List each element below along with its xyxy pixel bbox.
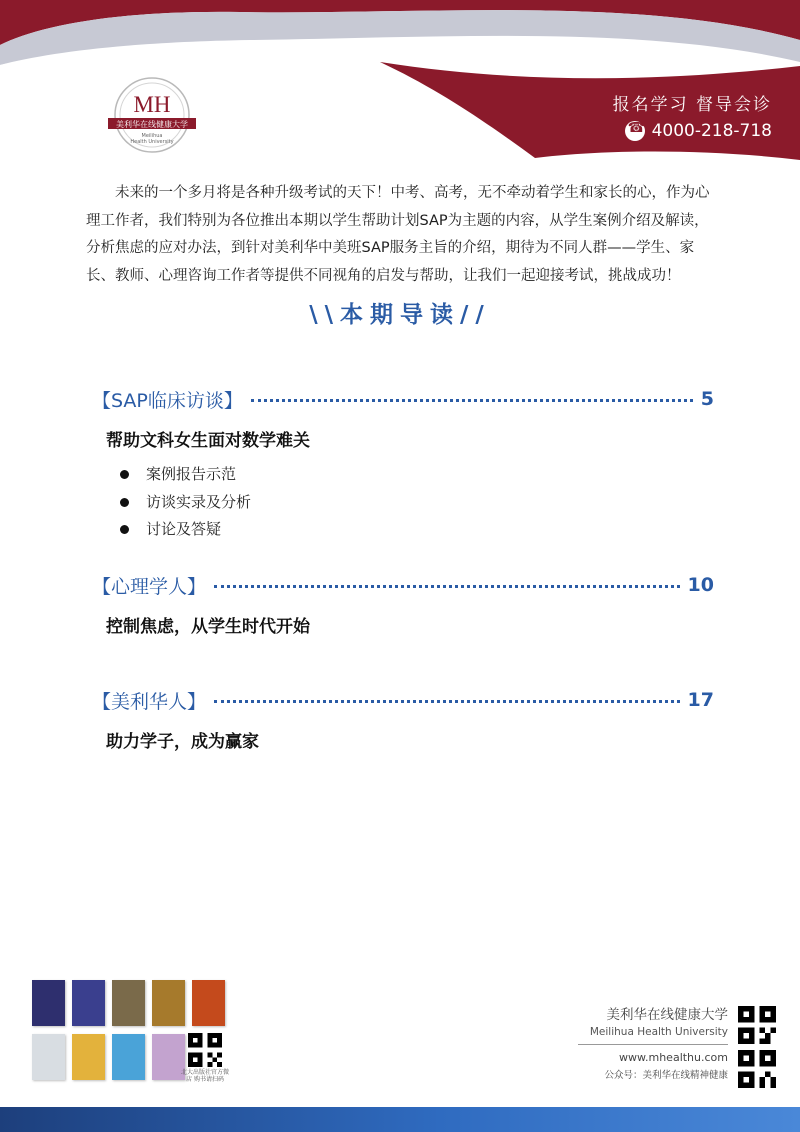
list-item: 讨论及答疑 [116,516,714,544]
wechat-account: 公众号：美利华在线精神健康 [604,1070,728,1081]
logo-en-2: Health University [130,139,174,145]
footer-brand [578,1003,728,1081]
toc-page-number: 10 [687,574,714,596]
logo-en-1: Meilihua [141,133,163,139]
header-slogan: 报名学习 督导会诊 [612,95,772,115]
toc-bullet-list [116,461,714,544]
book-cover[interactable] [72,1034,105,1080]
toc-entry[interactable] [92,570,714,637]
header-contact [613,90,772,141]
logo-cn: 美利华在线健康大学 [116,120,188,129]
book-cover[interactable] [112,980,145,1026]
toc-subtitle: 控制焦虑，从学生时代开始 [106,617,310,637]
book-cover[interactable] [152,980,185,1026]
toc-page-number: 17 [687,689,714,711]
university-logo [106,76,198,154]
qr-code-icon[interactable] [738,1006,776,1044]
toc-label: 【心理学人】 [92,575,207,598]
brand-name-en: Meilihua Health University [589,1026,728,1038]
phone-icon [625,121,645,141]
book-cover[interactable] [32,1034,65,1080]
brand-name-cn: 美利华在线健康大学 [606,1007,728,1023]
footer-bar [0,1107,800,1132]
list-item: 访谈实录及分析 [116,489,714,517]
list-item: 案例报告示范 [116,461,714,489]
book-cover[interactable] [72,980,105,1026]
book-cover[interactable] [192,980,225,1026]
toc-page-number: 5 [700,388,714,410]
toc-label: 【SAP临床访谈】 [92,389,243,412]
website-link[interactable]: www.mhealthu.com [619,1051,728,1064]
qr-code-icon[interactable] [188,1033,222,1067]
qr-code-icon[interactable] [738,1050,776,1088]
toc-subtitle: 助力学子，成为赢家 [106,732,259,752]
toc-leader-dots [251,399,693,402]
phone-number[interactable]: 4000-218-718 [651,121,772,141]
toc-entry[interactable] [92,685,714,752]
section-title: \\本期导读// [309,302,491,328]
brand-divider [578,1044,728,1045]
book-cover[interactable] [32,980,65,1026]
logo-letters: MH [133,92,171,117]
phone-row [613,121,772,141]
toc-leader-dots [214,585,680,588]
toc-entry[interactable] [92,384,714,544]
toc-subtitle: 帮助文科女生面对数学难关 [106,431,310,451]
qr-caption: 北大出版社官方微店 购书请扫码 [180,1069,229,1083]
toc-leader-dots [214,700,680,703]
intro-paragraph: 未来的一个多月将是各种升级考试的天下！中考、高考，无不牵动着学生和家长的心，作为心理工作者，我们特别为各位推出本期以学生帮助计划SAP为主题的内容，从学生案例介绍及解读，分析焦虑的应对办法，到针对美利华中美班SAP服务主旨的介绍，期待为不同人群——学生、家长、教师、心理咨询工作者等提供不同视角的启发与帮助，让我们一起迎接考试，挑战成功！ [86,185,710,284]
book-cover[interactable] [112,1034,145,1080]
toc-label: 【美利华人】 [92,690,207,713]
